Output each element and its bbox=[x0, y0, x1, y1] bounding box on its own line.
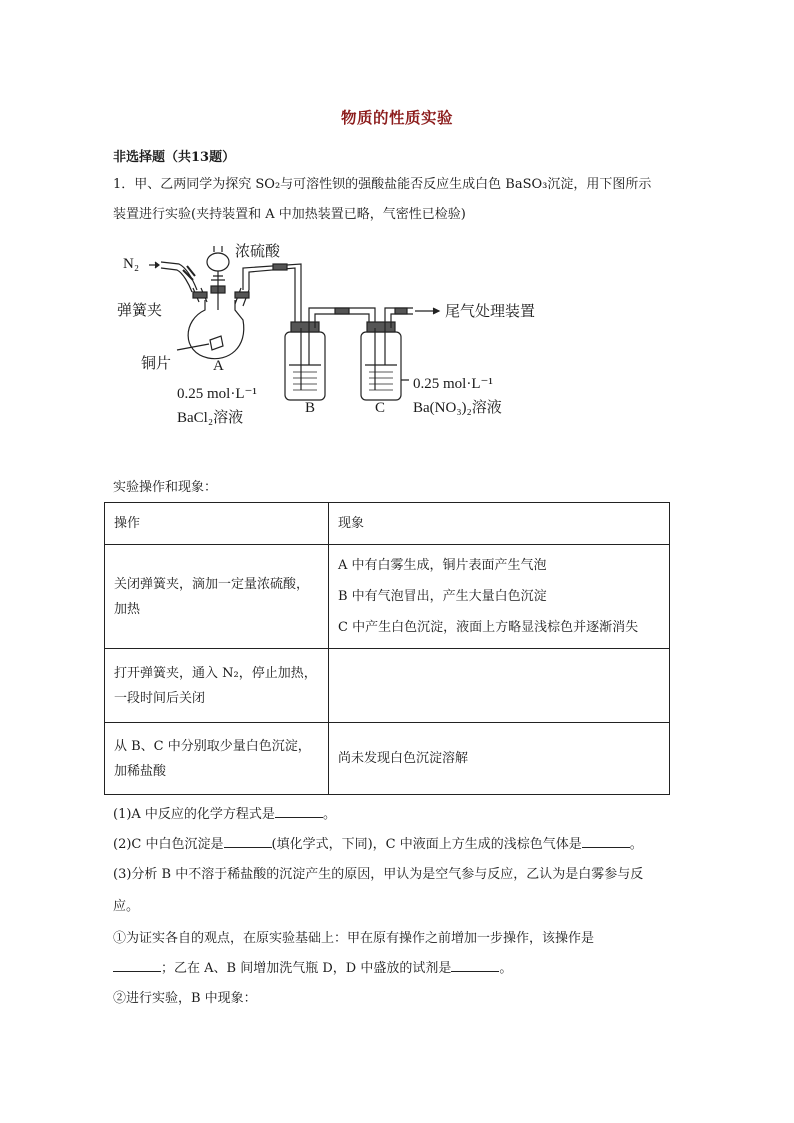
bacl2-solution-label: BaCl₂溶液 bbox=[177, 410, 244, 426]
table-row bbox=[105, 649, 670, 723]
flask-a bbox=[188, 300, 244, 359]
row-1-operation: 关闭弹簧夹，滴加一定量浓硫酸， 加热 bbox=[105, 545, 329, 649]
answer-blank[interactable] bbox=[113, 959, 161, 972]
apparatus-figure bbox=[113, 240, 583, 440]
question-1-3-line-2: 应。 bbox=[113, 899, 140, 914]
question-1-3-line-1: (3)分析 B 中不溶于稀盐酸的沉淀产生的原因，甲认为是空气参与反应，乙认为是白雾参与反 bbox=[113, 867, 644, 882]
flask-a-label: A bbox=[213, 358, 224, 374]
table-row bbox=[105, 723, 670, 795]
answer-blank[interactable] bbox=[224, 835, 272, 848]
row-3-operation: 从 B、C 中分别取少量白色沉淀， 加稀盐酸 bbox=[105, 723, 329, 795]
table-header-row bbox=[105, 503, 670, 545]
row-3-observation: 尚未发现白色沉淀溶解 bbox=[329, 723, 670, 795]
section-heading: 非选择题（共13题） bbox=[113, 150, 236, 165]
bacl2-concentration: 0.25 mol·L⁻¹ bbox=[177, 386, 257, 402]
tube-a-to-b bbox=[243, 264, 301, 328]
page-title: 物质的性质实验 bbox=[340, 108, 453, 127]
bottle-c-label: C bbox=[375, 400, 386, 416]
question-1-line-1: 1．甲、乙两同学为探究 SO₂与可溶性钡的强酸盐能否反应生成白色 BaSO₃沉淀，用下图所示 bbox=[113, 177, 652, 192]
n2-label: N₂ bbox=[123, 256, 140, 272]
answer-blank[interactable] bbox=[275, 805, 323, 818]
header-observation: 现象 bbox=[329, 503, 670, 545]
row-2-observation bbox=[329, 649, 670, 723]
row-1-observation: A 中有白雾生成，铜片表面产生气泡 B 中有气泡冒出，产生大量白色沉淀 C 中产生白色沉淀，液面上方略显浅棕色并逐渐消失 bbox=[329, 545, 670, 649]
copper-piece bbox=[210, 336, 223, 350]
table-row bbox=[105, 545, 670, 649]
answer-blank[interactable] bbox=[451, 959, 499, 972]
apparatus-diagram bbox=[113, 240, 583, 440]
row-2-operation: 打开弹簧夹，通入 N₂，停止加热， 一段时间后关闭 bbox=[105, 649, 329, 723]
operations-table bbox=[104, 502, 670, 795]
question-1-3-part-1-cont: ；乙在 A、B 间增加洗气瓶 D，D 中盛放的试剂是 。 bbox=[113, 959, 512, 979]
dropping-funnel bbox=[207, 253, 229, 271]
question-1-3-part-1: ①为证实各自的观点，在原实验基础上：甲在原有操作之前增加一步操作，该操作是 bbox=[113, 931, 595, 946]
question-1-2: (2)C 中白色沉淀是 (填化学式，下同)，C 中液面上方生成的浅棕色气体是 。 bbox=[113, 837, 643, 852]
bano3-solution-label: Ba(NO₃)₂溶液 bbox=[413, 400, 502, 416]
question-1-line-2: 装置进行实验(夹持装置和 A 中加热装置已略，气密性已检验) bbox=[113, 207, 466, 222]
n2-inlet-tube bbox=[161, 262, 197, 290]
bottle-b-label: B bbox=[305, 400, 316, 416]
conc-acid-label: 浓硫酸 bbox=[235, 244, 281, 260]
answer-blank[interactable] bbox=[582, 835, 630, 848]
table-intro: 实验操作和现象： bbox=[113, 480, 218, 495]
bano3-concentration: 0.25 mol·L⁻¹ bbox=[413, 376, 493, 392]
tail-gas-label: 尾气处理装置 bbox=[445, 304, 536, 320]
copper-label: 铜片 bbox=[141, 356, 172, 372]
header-operation: 操作 bbox=[105, 503, 329, 545]
question-1-1: (1)A 中反应的化学方程式是 。 bbox=[113, 807, 336, 822]
question-1-3-part-2: ②进行实验，B 中现象： bbox=[113, 991, 257, 1006]
spring-clip-label: 弹簧夹 bbox=[117, 303, 163, 319]
